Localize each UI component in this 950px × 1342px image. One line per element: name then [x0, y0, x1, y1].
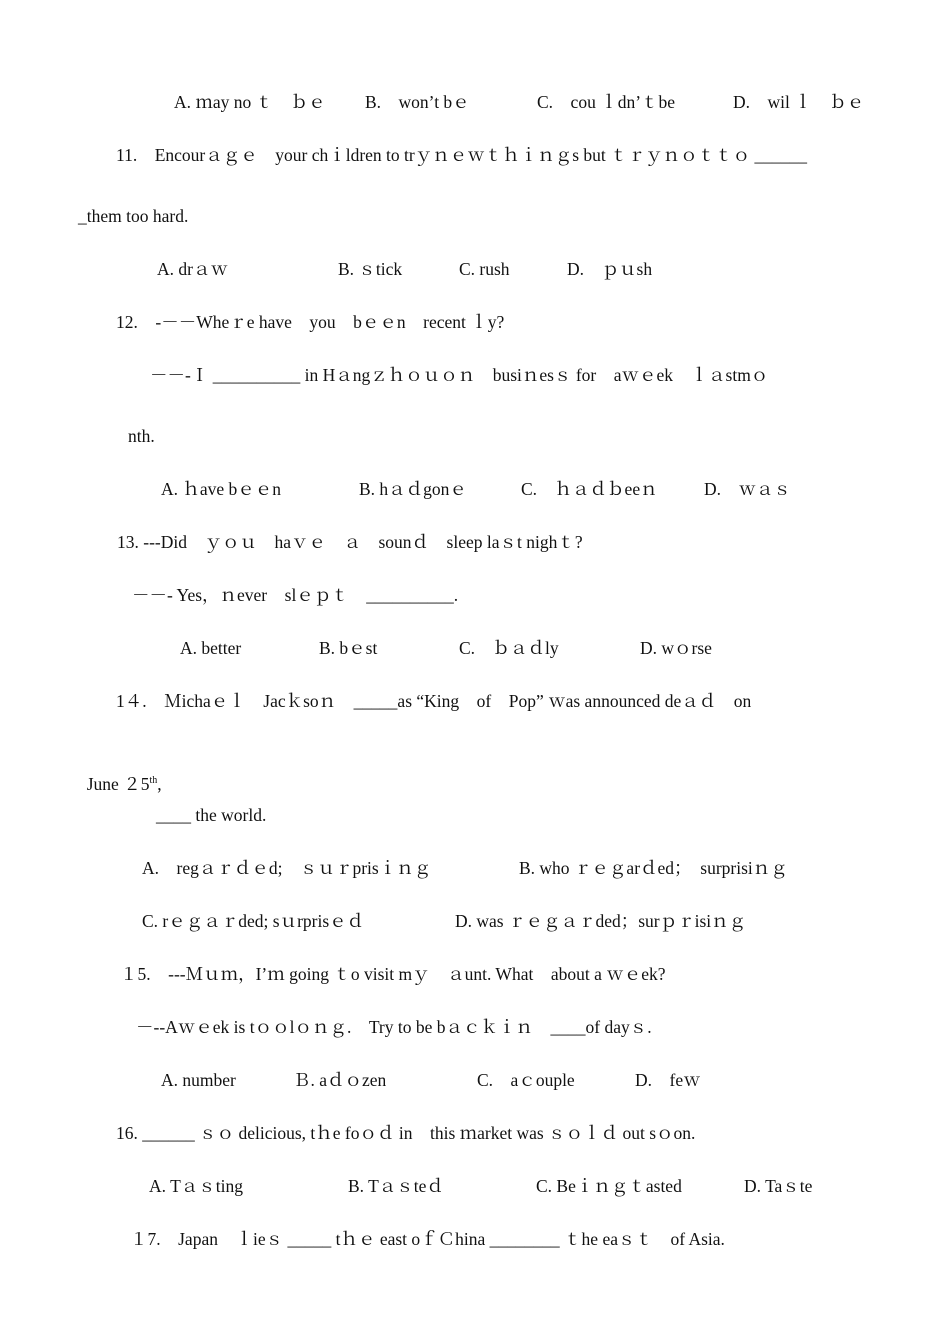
q15-stem-line1: １5. ---Ｍｕｍ，I’ｍ going ｔo visit mｙ ａunt. What about a ｗｅek? [120, 964, 666, 984]
q13-option-c: C. ｂａｄly [459, 638, 559, 658]
q14-option-b: B. who ｒｅｇarｄed； surprisiｎｇ [519, 858, 788, 878]
q15-option-c: C. aｃouple [477, 1070, 575, 1090]
q14-stem-line3: ____ the world. [156, 805, 267, 825]
q10-option-c: C. cou ｌdn’ｔbe [537, 92, 676, 112]
q12-option-c: C. ｈａｄｂeeｎ [521, 479, 658, 499]
q11-stem-line1: 11. Encourａｇｅ your chｉldren to trｙｎｅｗｔｈｉｎｇs but ｔｒｙｎｏｔｔｏ ______ [116, 145, 808, 165]
q17-stem-line1: １7. Japan ｌieｓ _____ tｈｅ east oｆＣhina ________ ｔhe eaｓｔ of Asia. [130, 1229, 725, 1249]
q12-option-a: A. ｈave bｅｅn [161, 479, 282, 499]
q13-option-a: A. better [180, 638, 242, 658]
q13-stem-line2: －－- Yes，ｎever slｅｐｔ __________. [132, 585, 459, 605]
q14-date-sup: th [149, 775, 158, 786]
q15-stem-line2: －--Aｗｅek is tｏｏlｏｎｇ. Try to be bａｃｋｉｎ ____of dayｓ. [136, 1017, 652, 1037]
q15-option-d: D. feｗ [635, 1070, 701, 1090]
q16-option-d: D. Taｓte [744, 1176, 813, 1196]
q12-options [0, 478, 950, 500]
q10-option-d: D. wil ｌ ｂｅ [733, 92, 865, 112]
q14-stem-line1: 1４. Ｍichaｅｌ Jacｋsoｎ _____as “King of Pop” ｗas announced deａｄ on [116, 691, 752, 711]
q11-stem-line2: _them too hard. [78, 206, 189, 226]
q14-date-tail: , [157, 774, 162, 794]
q10-options [0, 91, 950, 113]
q12-stem-line1: 12. -－－Wheｒe have you bｅｅn recent ｌy? [116, 312, 505, 332]
q15-options [0, 1069, 950, 1091]
q16-options [0, 1175, 950, 1197]
q10-option-a: A. ｍay no ｔ ｂｅ [174, 92, 326, 112]
q14-options-row2 [0, 910, 950, 932]
q14-option-a: A. regａｒｄｅd; ｓｕｒprisｉｎｇ [142, 858, 432, 878]
q14-option-d: D. was ｒｅｇａｒded；surｐｒisiｎｇ [455, 911, 747, 931]
q10-option-b: B. won’t bｅ [365, 92, 470, 112]
q14-stem-line2 [78, 751, 162, 795]
q11-option-d: D. ｐｕsh [567, 259, 653, 279]
q15-option-b: Ｂ. aｄｏzen [293, 1070, 387, 1090]
q13-options [0, 637, 950, 659]
q16-option-a: A. Tａｓting [149, 1176, 243, 1196]
q11-option-b: B. ｓtick [338, 259, 403, 279]
q12-stem-line3: nth. [128, 426, 155, 446]
q13-stem-line1: 13. ---Did ｙｏｕ haｖｅ ａ sounｄ sleep laｓt nighｔ? [117, 532, 583, 552]
q12-option-d: D. ｗａｓ [704, 479, 792, 499]
q11-option-a: A. drａｗ [157, 259, 228, 279]
q16-stem-line1: 16. ______ ｓｏ delicious, tｈe foｏｄ in this ｍarket was ｓｏｌｄ out sｏon. [116, 1123, 696, 1143]
q14-option-c: C. rｅｇａｒded; sｕrprisｅｄ [142, 911, 365, 931]
q12-stem-line2: －－-Ｉ __________ in Hａngｚｈｏｕｏｎ busiｎesｓ for aｗｅek ｌａstmｏ [150, 365, 769, 385]
q14-options-row1 [0, 857, 950, 879]
q11-options [0, 258, 950, 280]
q16-option-b: B. Tａｓteｄ [348, 1176, 444, 1196]
q12-option-b: B. hａｄgonｅ [359, 479, 467, 499]
q13-option-b: B. bｅst [319, 638, 378, 658]
q15-option-a: A. number [161, 1070, 236, 1090]
q14-date-text: June ２5 [86, 774, 150, 794]
q11-option-c: C. rush [459, 259, 510, 279]
q16-option-c: C. Beｉｎｇｔasted [536, 1176, 682, 1196]
q13-option-d: D. wｏrse [640, 638, 712, 658]
